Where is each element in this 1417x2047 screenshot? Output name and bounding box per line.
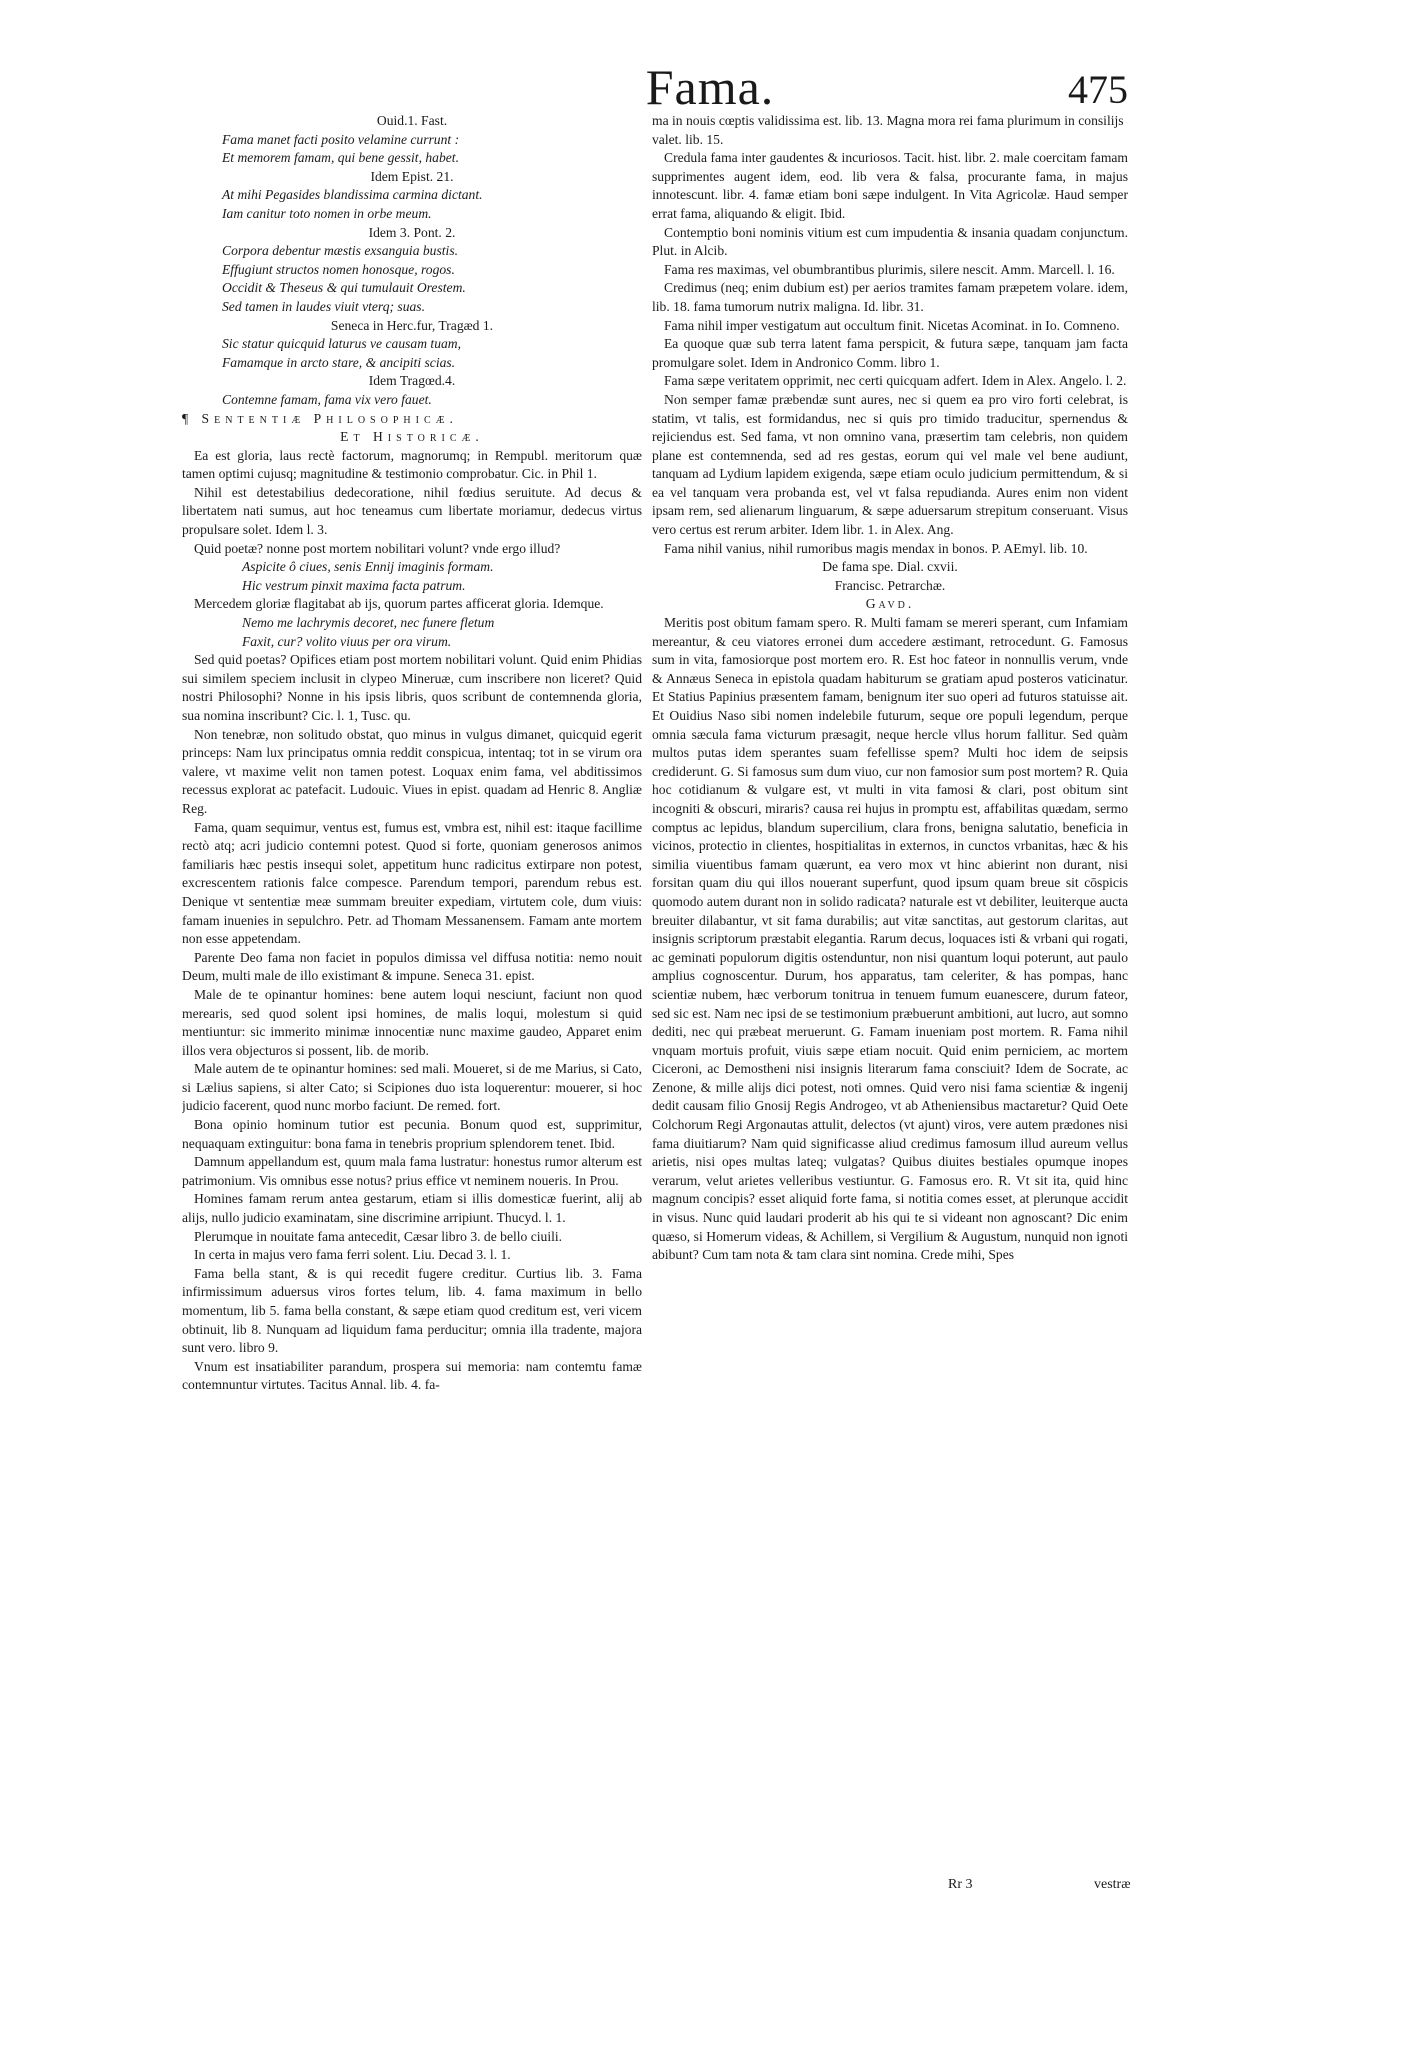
right-column-line: Gavd. <box>865 596 915 612</box>
page-number: 475 <box>1068 67 1128 112</box>
right-column-line: Credimus (neq; enim dubium est) per aerios tramites famam præpetem volare. idem, lib. 18. fama tumorum nutrix maligna. Id. libr. 31. <box>652 280 1128 314</box>
left-column-line: Et Historicæ. <box>340 429 484 445</box>
left-column-line: Male de te opinantur homines: bene autem loqui nesciunt, faciunt non quod merearis, sed quod solent ipsi homines, de malis loqui, molestum si quid mentiuntur: sic immerito minimæ innocentiæ nunc maxime gaudeo, Apparet enim illos vera objecturos si possent, lib. de morib. <box>182 986 642 1058</box>
left-column-line: Nihil est detestabilius dedecoratione, nihil fœdius seruitute. Ad decus & libertatem nati sumus, aut hoc teneamus cum libertate moriamur, dedecus virtus propulsare solet. Idem l. 3. <box>182 484 642 538</box>
right-column-line: Contemptio boni nominis vitium est cum impudentia & insania quadam conjunctum. Plut. in Alcib. <box>652 224 1128 259</box>
left-column-line: Idem Epist. 21. <box>370 168 454 184</box>
right-column-line: Fama res maximas, vel obumbrantibus plurimis, silere nescit. Amm. Marcell. l. 16. <box>664 261 1115 277</box>
right-column-line: ma in nouis cœptis validissima est. lib. 13. Magna mora rei fama plurimum in consilijs valet. lib. 15. <box>652 113 1124 147</box>
right-column-line: Francisc. Petrarchæ. <box>834 577 946 593</box>
left-column-line: Fama manet facti posito velamine currunt : <box>222 131 460 147</box>
left-column <box>182 112 642 1872</box>
right-column-line: De fama spe. Dial. cxvii. <box>822 559 958 575</box>
right-column-line: Fama sæpe veritatem opprimit, nec certi quicquam adfert. Idem in Alex. Angelo. l. 2. <box>664 373 1127 389</box>
right-column-line: Fama nihil vanius, nihil rumoribus magis mendax in bonos. P. AEmyl. lib. 10. <box>664 540 1088 556</box>
left-column-line: Effugiunt structos nomen honosque, rogos. <box>222 261 455 277</box>
right-column-line: Fama nihil imper vestigatum aut occultum finit. Nicetas Acominat. in Io. Comneno. <box>664 317 1120 333</box>
left-column-line: Iam canitur toto nomen in orbe meum. <box>222 205 432 221</box>
right-column-line: Meritis post obitum famam spero. R. Multi famam se mereri sperant, cum Infamiam mereantur, & ceu viatores erronei dum accedere æstimant, retrocedunt. G. Famosus sum in vita, famosiorque post mortem ero. R. Est hoc fateor in nonnullis verum, vnde & Annæus Seneca in epistola quadam habiturum se gratiam apud posteros vaticinatur. Et Statius Papinius præsentem famam, benignum iter suo operi ad futuros statuisse ait. Et Ouidius Naso sibi nomen indelebile futurum, seque ore populi legendum, perque omnia sæcula fama victurum præsagit, neque hercle vllus horum fallitur. Sed quàm multos putas idem sperantes suam fefellisse spem? Multi hoc idem de seipsis crediderunt. G. Si famosus sum dum viuo, cur non famosior sum post mortem? R. Quia hoc cotidianum & vulgare est, vt multi in vita famosi & clari, post obitum sint incogniti & obscuri, miraris? causa rei hujus in promptu est, affabilitas quædam, sermo comptus ac lepidus, blandum supercilium, clara frons, benigna salutatio, beneficia in vicinos, protectio in clientes, hospitialitas in externos, in cunctos vrbanitas, hæc & his similia viuentibus famam quærunt, ea vero mox vt hinc abierint non durant, nisi forsitan quam diu qui illos nouerant superfunt, quod ipsum quam breue sit cōspicis quomodo autem durant non in solido radicata? naturale est vt debiliter, leuiterque aucta breuiter dilabantur, vt sit fama durabilis; aut vitæ sanctitas, aut gestorum claritas, aut insignis scriptorum præstabit elegantia. Rarum decus, loquaces isti & vrbani qui rogati, ac geminati populorum digitis ostenduntur, non nisi quantum loqui poterunt, aut paulo amplius cognoscentur. Durum, hos apparatus, tam celeriter, & has pompas, hanc scientiæ nubem, hæc verborum tonitrua in tenuem fumum euanescere, durum fateor, sed sic est. Nam nec ipsi de se testimonium præbuerunt ambitioni, aut lucro, aut somno dediti, nec qui præbeat meruerunt. G. Famam inueniam post mortem. R. Fama nihil vnquam mortuis profuit, viuis sæpe etiam nocuit. Quid enim perniciem, ac mortem Ciceroni, ac Demostheni nisi insignis literarum fama consciuit? Idem de Socrate, ac Zenone, & mille alijs dici potest, noti omnes. Quid vero nisi fama scientiæ & ingenij dedit causam filio Gnosij Regis Androgeo, vt ab Atheniensibus mactaretur? Quid Oete Colchorum Regi Argonautas attulit, delectos (vt ajunt) viros, vere autem prædones nisi fama diuitiarum? Nam quid significasse aliud credimus famosum illud aureum vellus arietis, nisi opes multas lateq; vulgatas? Quibus diuites bestiales opumque inopes verarum, velut arietes velleribus vestiuntur. G. Famosus ero. R. Vt sit ita, quid hinc magnum concipis? esset aliquid forte fama, si notitia comes esset, at plerunque accidit in visus. Nunc quid laudari proderit ab his qui te si videant non agnoscant? Dic enim quæso, si Homerum videas, & Achillem, si Vergilium & Augustum, nunquid non ignoti abibunt? Cum tam nota & tam clara sint nomina. Crede mihi, Spes <box>652 615 1128 1263</box>
left-column-line: In certa in majus vero fama ferri solent. Liu. Decad 3. l. 1. <box>194 1247 511 1263</box>
left-column-line: Corpora debentur mæstis exsanguia bustis. <box>222 243 459 259</box>
left-column-line: Sic statur quicquid laturus ve causam tuam, <box>222 336 462 352</box>
left-column-line: Male autem de te opinantur homines: sed mali. Moueret, si de me Marius, si Cato, si Lælius sapiens, si alter Cato; si Scipiones duo ista loquerentur: mouerer, si hoc judicio facerent, quod nunc morbo faciunt. De remed. fort. <box>182 1061 642 1114</box>
left-column-line: Vnum est insatiabiliter parandum, prospera sui memoria: nam contemtu famæ contemnuntur virtutes. Tacitus Annal. lib. 4. fa- <box>182 1358 642 1393</box>
left-column-line: Sed quid poetas? Opifices etiam post mortem nobilitari volunt. Quid enim Phidias sui similem speciem inclusit in clypeo Mineruæ, cum inscribere non liceret? Quid nostri Philosophi? Nonne in his ipsis libris, quos scribunt de contemnenda gloria, sua nomina inscribunt? Cic. l. 1, Tusc. qu. <box>182 652 642 723</box>
left-column-line: Seneca in Herc.fur, Tragæd 1. <box>330 317 494 333</box>
left-column-line: Sed tamen in laudes viuit vterq; suas. <box>222 298 425 314</box>
left-column-line: Quid poetæ? nonne post mortem nobilitari volunt? vnde ergo illud? <box>194 540 561 556</box>
left-column-line: Idem 3. Pont. 2. <box>368 224 456 240</box>
left-column-line: Bona opinio hominum tutior est pecunia. Bonum quod est, supprimitur, nequaquam extinguitur: bona fama in tenebris proprium splendorem tenet. Ibid. <box>182 1117 642 1151</box>
left-column-line: Damnum appellandum est, quum mala fama lustratur: honestus rumor alterum est patrimonium. Vis omnibus esse notus? prius effice vt neminem noueris. In Prou. <box>182 1154 642 1188</box>
left-column-line: Contemne famam, fama vix vero fauet. <box>222 391 432 407</box>
left-column-line: Hic vestrum pinxit maxima facta patrum. <box>242 577 466 593</box>
left-column-line: Mercedem gloriæ flagitabat ab ijs, quorum partes afficerat gloria. Idemque. <box>194 596 604 612</box>
left-column-line: Ea est gloria, laus rectè factorum, magnorumq; in Rempubl. meritorum quæ tamen optimi cujusq; magnitudine & testimonio comprobatur. Cic. in Phil 1. <box>182 447 642 482</box>
left-column-line: Parente Deo fama non faciet in populos dimissa vel diffusa notitia: nemo nouit Deum, multi male de illo existimant & impune. Seneca 31. epist. <box>182 949 642 984</box>
left-column-line: Famamque in arcto stare, & ancipiti scias. <box>222 354 456 370</box>
left-column-line: Nemo me lachrymis decoret, nec funere fletum <box>242 615 495 631</box>
left-column-line: Fama, quam sequimur, ventus est, fumus est, vmbra est, nihil est: itaque facillime rectò atq; acri judicio contemni potest. Quod si forte, quoniam generosos animos familiaris hæc pestis insequi solet, appetitum hunc radicitus extirpare non potest, excrescentem rationis falce compesce. Parendum tempori, parendum rebus est. Denique vt sententiæ meæ summam breuiter expediam, virtutem cole, dum viuis: famam inuenies in sepulchro. Petr. ad Thomam Messanensem. Famam ante mortem non esse appetendam. <box>182 819 642 947</box>
left-column-line: Occidit & Theseus & qui tumulauit Orestem. <box>222 280 466 296</box>
right-column-line: Credula fama inter gaudentes & incuriosos. Tacit. hist. libr. 2. male coercitam famam supprimentes augent idem, eod. lib vera & falsa, procurante fama, in majus innotescunt. libr. 4. famæ etiam boni sæpe indulgent. In Vita Agricolæ. Haud semper errat fama, aliquando & eligit. Ibid. <box>652 150 1128 221</box>
left-column-line: Faxit, cur? volito viuus per ora virum. <box>242 633 452 649</box>
page-title: Fama. <box>645 59 775 115</box>
left-column-line: At mihi Pegasides blandissima carmina dictant. <box>222 187 483 203</box>
left-column-line: Fama bella stant, & is qui recedit fugere creditur. Curtius lib. 3. Fama infirmissimum aduersus viros fortes telum, lib. 4. fama maximum in bello momentum, lib 5. fama bella constant, & sæpe etiam quod creditum est, veri vicem obtinuit, lib 8. Nunquam ad liquidum fama perducitur; omnia illa tradente, majora sunt vero. libro 9. <box>182 1265 642 1356</box>
right-column <box>652 112 1128 1872</box>
catchword: vestræ <box>1094 1877 1131 1892</box>
left-column-line: Non tenebræ, non solitudo obstat, quo minus in vulgus dimanet, quicquid egerit princeps: Nam lux principatus omnia reddit conspicua, intentaq; tot in se virum ora valere, vt maxime velit non tamen potest. Loquax enim fama, vel abditissimos recessus explorat ac patefacit. Ludouic. Viues in epist. quadam ad Henric 8. Angliæ Reg. <box>182 726 642 816</box>
left-column-line: Ouid.1. Fast. <box>376 113 448 128</box>
right-column-line: Ea quoque quæ sub terra latent fama perspicit, & futura sæpe, tanquam jam facta promulgare solet. Idem in Andronico Comm. libro 1. <box>652 336 1128 370</box>
left-column-line: Homines famam rerum antea gestarum, etiam si illis domesticæ fuerint, alij ab alijs, nullo judicio examinatam, sine discrimine arripiunt. Thucyd. l. 1. <box>182 1191 642 1226</box>
left-column-line: Idem Tragœd.4. <box>368 373 456 389</box>
left-column-line: Et memorem famam, qui bene gessit, habet. <box>222 150 459 166</box>
left-column-line: ¶ Sententiæ Philosophicæ. <box>182 410 458 426</box>
right-column-line: Non semper famæ præbendæ sunt aures, nec si quem ea pro viro forti celebrat, is statim, vt talis, est formidandus, nec si quis pro timido traducitur, spernendus & rejiciendus est. Sed fama, vt non omnino vana, præsertim tam celebris, non quidem plane est contemnenda, sed ad res gestas, eorum qui vel male vel bene audiunt, tanquam ad Lydium lapidem exigenda, sæpe etiam oculo judicium permittendum, & si ea vel tanquam vera probanda est, vel vt falsa repudianda. Aures enim non vident ipsam rem, sed alienarum linguarum, & sæpe aduersarum strepitum conseruant. Visus vero certus est rerum arbiter. Idem libr. 1. in Alex. Ang. <box>652 391 1128 538</box>
signature-mark: Rr 3 <box>948 1877 973 1892</box>
left-column-line: Aspicite ô ciues, senis Ennij imaginis formam. <box>242 559 494 575</box>
left-column-line: Plerumque in nouitate fama antecedit, Cæsar libro 3. de bello ciuili. <box>194 1228 563 1244</box>
